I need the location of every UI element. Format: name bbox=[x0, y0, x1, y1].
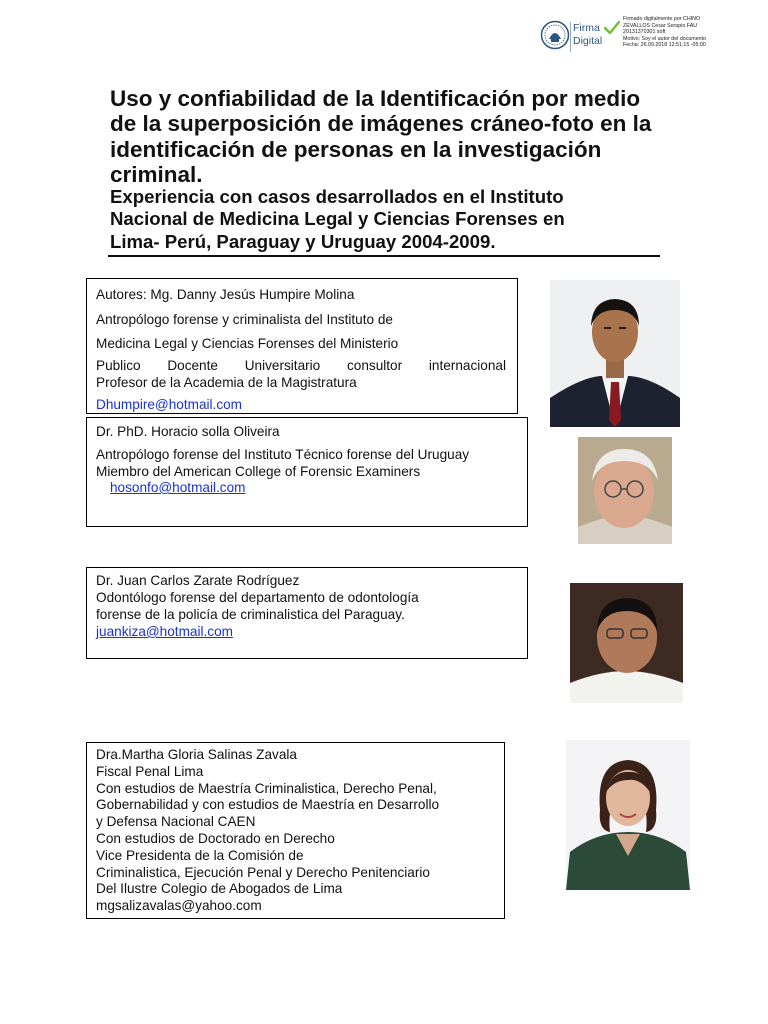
author-email-link[interactable]: hosonfo@hotmail.com bbox=[110, 480, 246, 495]
subtitle-line: Experiencia con casos desarrollados en el Instituto bbox=[110, 186, 564, 207]
author-credential: Del Ilustre Colegio de Abogados de Lima bbox=[96, 881, 343, 897]
author-photo-zarate bbox=[570, 583, 683, 703]
author-credential: Medicina Legal y Ciencias Forenses del Ministerio bbox=[96, 336, 399, 351]
checkmark-icon bbox=[604, 21, 620, 35]
author-name: Dra.Martha Gloria Salinas Zavala bbox=[96, 747, 297, 762]
credential-word: Publico bbox=[96, 357, 141, 373]
author-credential: Profesor de la Academia de la Magistratura bbox=[96, 374, 357, 390]
credential-word: Universitario bbox=[244, 357, 321, 373]
document-title: Uso y confiabilidad de la Identificación por medio de la superposición de imágenes cráneo-foto en la identificación de personas en la investigación criminal. bbox=[110, 86, 652, 187]
credential-word: consultor bbox=[346, 357, 403, 373]
author-box-solla bbox=[86, 417, 528, 527]
author-credential: Antropólogo forense y criminalista del Instituto de bbox=[96, 311, 393, 327]
credential-word: Docente bbox=[167, 357, 218, 373]
signature-detail-line: Motivo: Soy el autor del documento bbox=[623, 35, 707, 42]
author-credential: Con estudios de Doctorado en Derecho bbox=[96, 830, 335, 846]
author-box-salinas bbox=[86, 742, 505, 919]
author-name: Dr. Juan Carlos Zarate Rodríguez bbox=[96, 573, 300, 588]
author-credential: Odontólogo forense del departamento de odontología bbox=[96, 590, 419, 605]
author-email-text: mgsalizavalas@yahoo.com bbox=[96, 898, 262, 914]
author-photo-salinas bbox=[566, 740, 690, 890]
title-underline bbox=[108, 255, 660, 257]
author-credential: Antropólogo forense del Instituto Técnico forense del Uruguay bbox=[96, 447, 470, 462]
digital-signature-stamp bbox=[540, 14, 764, 58]
author-photo-humpire bbox=[550, 280, 680, 427]
author-credential: Miembro del American College of Forensic Examiners bbox=[96, 463, 421, 479]
author-credential: Gobernabilidad y con estudios de Maestría en Desarrollo bbox=[96, 797, 440, 813]
author-photo-solla bbox=[578, 437, 672, 544]
author-credential: Fiscal Penal Lima bbox=[96, 763, 204, 779]
document-subtitle bbox=[110, 186, 670, 253]
author-credential: Con estudios de Maestría Criminalistica, Derecho Penal, bbox=[96, 780, 437, 796]
firma-digital-logo bbox=[573, 22, 607, 48]
author-credential: y Defensa Nacional CAEN bbox=[96, 814, 256, 830]
author-credential: forense de la policía de criminalistica del Paraguay. bbox=[96, 607, 405, 622]
brand-line-1: Firma bbox=[573, 22, 600, 34]
author-box-humpire bbox=[86, 278, 518, 414]
author-email-link[interactable]: juankiza@hotmail.com bbox=[96, 624, 233, 639]
subtitle-line: Lima- Perú, Paraguay y Uruguay 2004-2009. bbox=[110, 230, 496, 252]
brand-line-2: Digital bbox=[573, 35, 603, 47]
author-credential: Criminalistica, Ejecución Penal y Derecho Penitenciario bbox=[96, 864, 430, 880]
credential-word: internacional bbox=[428, 357, 506, 373]
signature-detail-line: 20131370301 soft bbox=[623, 29, 666, 35]
author-credential: Vice Presidenta de la Comisión de bbox=[96, 847, 304, 863]
subtitle-line: Nacional de Medicina Legal y Ciencias Forenses en bbox=[110, 208, 565, 230]
author-credential-justified bbox=[96, 357, 506, 374]
signature-details bbox=[623, 16, 764, 49]
author-name: Dr. PhD. Horacio solla Oliveira bbox=[96, 424, 280, 439]
author-box-zarate bbox=[86, 567, 528, 659]
signature-detail-line: Fecha: 26.09.2018 12:51:15 -05:00 bbox=[623, 42, 706, 48]
seal-icon bbox=[540, 20, 570, 50]
stamp-divider bbox=[570, 22, 571, 52]
author-name: Autores: Mg. Danny Jesús Humpire Molina bbox=[96, 287, 355, 302]
signature-detail-line: Firmado digitalmente por CHINO bbox=[623, 16, 701, 22]
author-email-link[interactable]: Dhumpire@hotmail.com bbox=[96, 396, 243, 412]
signature-detail-line: ZEVALLOS Cesar Serapio FAU bbox=[623, 22, 698, 29]
